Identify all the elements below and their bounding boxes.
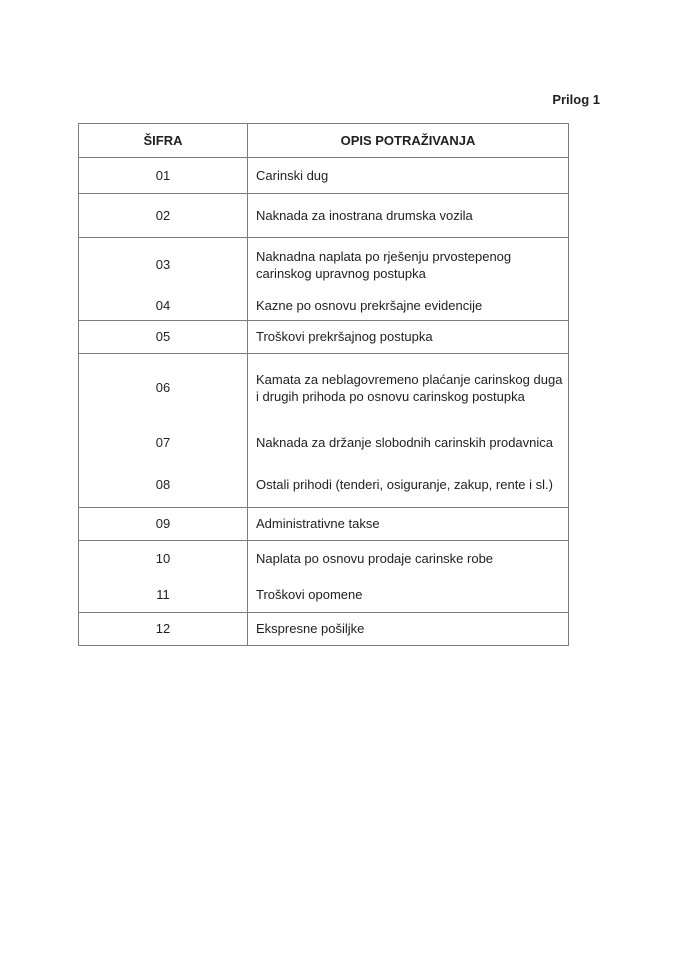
table-row <box>79 158 569 194</box>
table-row <box>79 293 569 321</box>
description-cell: Administrativne takse <box>248 508 569 541</box>
table-row <box>79 321 569 354</box>
description-cell: Troškovi prekršajnog postupka <box>248 321 569 354</box>
description-cell: Ostali prihodi (tenderi, osiguranje, zakup, rente i sl.) <box>248 463 569 508</box>
table-row <box>79 541 569 578</box>
description-cell: Naknadna naplata po rješenju prvostepenog carinskog upravnog postupka <box>256 248 512 282</box>
attachment-label: Prilog 1 <box>552 92 600 107</box>
code-cell: 09 <box>79 508 248 541</box>
description-cell: Ekspresne pošiljke <box>256 621 365 637</box>
description-cell: Kazne po osnovu prekršajne evidencije <box>248 293 569 321</box>
description-cell: Naplata po osnovu prodaje carinske robe <box>256 551 494 567</box>
table-row <box>79 238 569 293</box>
table-row <box>79 613 569 646</box>
column-header-code: ŠIFRA <box>79 124 248 158</box>
code-cell: 11 <box>79 578 248 613</box>
code-cell: 10 <box>79 541 248 578</box>
description-cell: Troškovi opomene <box>248 578 569 613</box>
table-row <box>79 508 569 541</box>
code-cell: 03 <box>79 238 248 293</box>
code-cell: 12 <box>79 613 248 646</box>
code-cell: 06 <box>79 354 248 423</box>
table-row <box>79 194 569 238</box>
table-row <box>79 578 569 613</box>
claims-table <box>78 123 569 646</box>
table-row <box>79 423 569 463</box>
description-cell: Naknada za držanje slobodnih carinskih prodavnica <box>256 434 554 450</box>
table-row <box>79 354 569 423</box>
code-cell: 07 <box>79 423 248 463</box>
description-cell: Carinski dug <box>248 158 569 194</box>
table-header-row <box>79 124 569 158</box>
code-cell: 02 <box>79 194 248 238</box>
code-cell: 04 <box>79 293 248 321</box>
table-row <box>79 463 569 508</box>
code-cell: 01 <box>79 158 248 194</box>
column-header-description: OPIS POTRAŽIVANJA <box>248 124 569 158</box>
code-cell: 08 <box>79 463 248 508</box>
description-cell: Naknada za inostrana drumska vozila <box>248 194 569 238</box>
description-cell: Kamata za neblagovremeno plaćanje carinskog duga i drugih prihoda po osnovu carinskog postupka <box>256 371 563 405</box>
code-cell: 05 <box>79 321 248 354</box>
